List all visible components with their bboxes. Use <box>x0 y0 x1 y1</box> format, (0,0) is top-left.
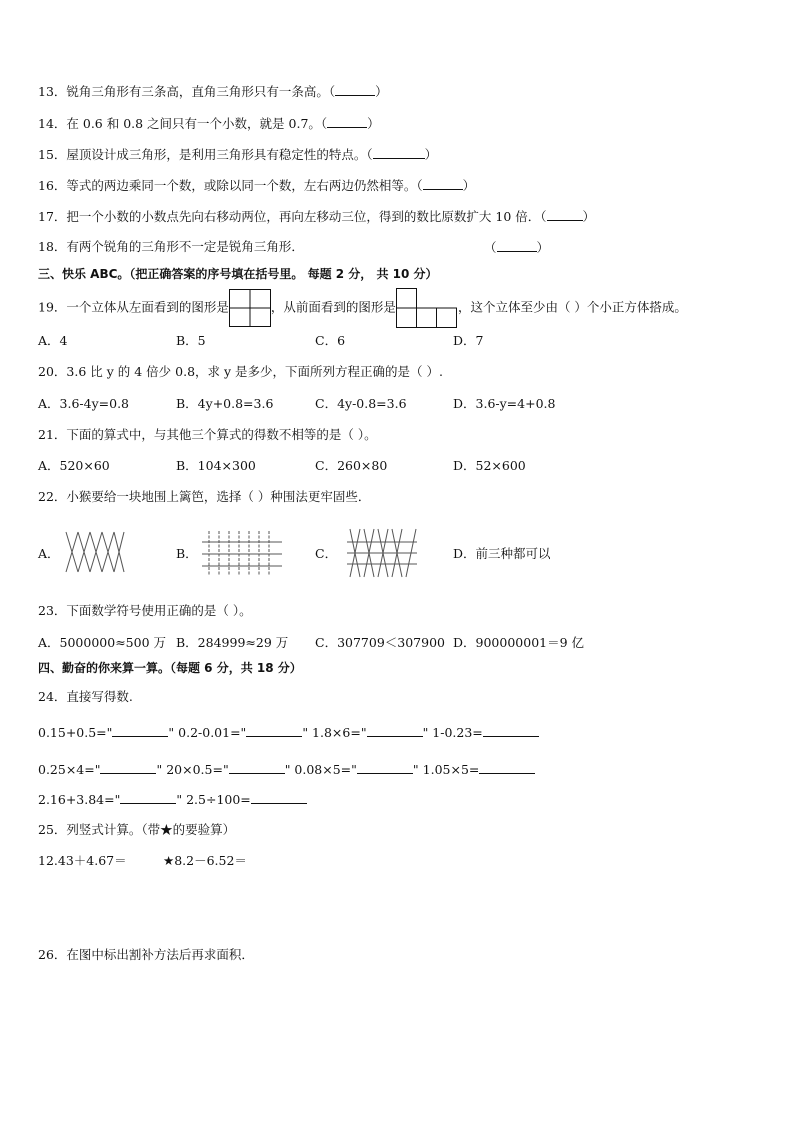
answer-blank[interactable] <box>357 761 413 774</box>
question-18-text: 18．有两个锐角的三角形不一定是锐角三角形． <box>38 239 304 254</box>
q23-option-c[interactable]: C．307709＜307900 <box>315 635 445 650</box>
question-14-text: 14．在 0.6 和 0.8 之间只有一个小数，就是 0.7。（ <box>38 116 328 131</box>
q19-option-b[interactable]: B．5 <box>176 333 206 348</box>
q20-option-c[interactable]: C．4y-0.8=3.6 <box>315 396 407 411</box>
question-19-text-2: ，从前面看到的图形是 <box>270 299 396 315</box>
calc-expression: 0.15+0.5=" <box>38 725 113 740</box>
q19-option-c[interactable]: C．6 <box>315 333 346 348</box>
q20-option-b[interactable]: B．4y+0.8=3.6 <box>176 396 274 411</box>
q19-option-d[interactable]: D．7 <box>453 333 484 348</box>
answer-blank[interactable] <box>547 208 583 221</box>
answer-blank[interactable] <box>229 761 285 774</box>
answer-blank[interactable] <box>327 115 367 128</box>
calc-expression: " 1-0.23= <box>422 725 483 740</box>
left-view-figure <box>229 289 271 327</box>
answer-blank[interactable] <box>112 724 168 737</box>
question-17 <box>38 208 595 225</box>
question-20-text: 20．3.6 比 y 的 4 倍少 0.8，求 y 是多少，下面所列方程正确的是（ ）. <box>38 364 443 379</box>
q22-option-a[interactable]: A． <box>38 546 60 561</box>
calc-expression: " 20×0.5=" <box>156 762 229 777</box>
calc-expression: 0.25×4=" <box>38 762 101 777</box>
question-23-text: 23．下面数学符号使用正确的是（ ）。 <box>38 603 252 618</box>
question-16 <box>38 177 475 194</box>
answer-blank[interactable] <box>367 724 423 737</box>
question-13 <box>38 83 388 100</box>
question-22-text: 22．小猴要给一块地围上篱笆，选择（ ）种围法更牢固些． <box>38 489 371 504</box>
answer-blank[interactable] <box>100 761 156 774</box>
q20-option-a[interactable]: A．3.6-4y=0.8 <box>38 396 129 411</box>
q23-option-d[interactable]: D．900000001＝9 亿 <box>453 635 585 650</box>
section-3-title: 三、快乐 ABC。（把正确答案的序号填在括号里。 每题 2 分， 共 10 分） <box>38 267 438 281</box>
answer-blank[interactable] <box>423 177 463 190</box>
close-paren: ） <box>367 116 380 131</box>
close-paren: ） <box>424 147 438 162</box>
answer-blank[interactable] <box>251 791 307 804</box>
q21-option-c[interactable]: C．260×80 <box>315 458 388 473</box>
q23-option-b[interactable]: B．284999≈29 万 <box>176 635 289 650</box>
calc-expression: " 0.2-0.01=" <box>168 725 247 740</box>
answer-blank[interactable] <box>246 724 302 737</box>
q20-option-d[interactable]: D．3.6-y=4+0.8 <box>453 396 556 411</box>
calc-expression: " 1.05×5= <box>412 762 480 777</box>
q25-expression-2: ★8.2－6.52＝ <box>163 853 247 868</box>
question-26-text: 26．在图中标出割补方法后再求面积． <box>38 947 254 962</box>
q22-option-d[interactable]: D．前三种都可以 <box>453 546 551 561</box>
question-25-text: 25．列竖式计算。（带★的要验算） <box>38 822 236 837</box>
question-24-text: 24．直接写得数. <box>38 689 133 704</box>
q19-option-a[interactable]: A．4 <box>38 333 68 348</box>
close-paren: ） <box>536 240 550 255</box>
question-14 <box>38 115 380 132</box>
question-15-text: 15．屋顶设计成三角形，是利用三角形具有稳定性的特点。（ <box>38 147 373 162</box>
calc-expression: " 1.8×6=" <box>302 725 367 740</box>
open-paren: （ <box>484 240 497 255</box>
close-paren: ） <box>582 209 596 224</box>
fence-cross-diagonal-figure <box>64 530 126 574</box>
q23-option-a[interactable]: A．5000000≈500 万 <box>38 635 167 650</box>
answer-blank[interactable] <box>120 791 176 804</box>
q22-option-c[interactable]: C． <box>315 546 338 561</box>
fence-grid-figure <box>201 530 283 576</box>
calc-expression: 2.16+3.84=" <box>38 792 121 807</box>
calc-expression: " 0.08×5=" <box>284 762 357 777</box>
q21-option-b[interactable]: B．104×300 <box>176 458 256 473</box>
q24-row-3 <box>38 791 307 808</box>
answer-blank[interactable] <box>483 724 539 737</box>
question-18-answer <box>484 239 549 256</box>
q21-option-d[interactable]: D．52×600 <box>453 458 526 473</box>
question-18 <box>38 239 304 255</box>
question-15 <box>38 146 437 163</box>
fence-diagonal-rails-figure <box>346 528 418 578</box>
question-19 <box>38 288 687 328</box>
answer-blank[interactable] <box>373 146 425 159</box>
question-21-text: 21．下面的算式中，与其他三个算式的得数不相等的是（ ）。 <box>38 427 377 442</box>
question-13-text: 13．锐角三角形有三条高，直角三角形只有一条高。（ <box>38 84 336 99</box>
section-4-title: 四、勤奋的你来算一算。（每题 6 分，共 18 分） <box>38 661 302 675</box>
close-paren: ） <box>375 84 388 99</box>
q22-option-b[interactable]: B． <box>176 546 198 561</box>
q24-row-1 <box>38 724 539 741</box>
close-paren: ） <box>462 178 476 193</box>
question-16-text: 16．等式的两边乘同一个数，或除以同一个数，左右两边仍然相等。（ <box>38 178 423 193</box>
answer-blank[interactable] <box>335 83 375 96</box>
question-19-text-1: 19．一个立体从左面看到的图形是 <box>38 299 229 315</box>
question-17-text: 17．把一个小数的小数点先向右移动两位，再向左移动三位，得到的数比原数扩大 10 倍．（ <box>38 209 547 224</box>
calc-expression: " 2.5÷100= <box>176 792 251 807</box>
answer-blank[interactable] <box>479 761 535 774</box>
question-19-text-3: ，这个立体至少由（ ）个小正方体搭成。 <box>457 299 687 315</box>
q24-row-2 <box>38 761 535 778</box>
answer-blank[interactable] <box>497 239 537 252</box>
front-view-figure <box>396 288 458 328</box>
q25-expression-1: 12.43＋4.67＝ <box>38 853 127 868</box>
q21-option-a[interactable]: A．520×60 <box>38 458 110 473</box>
